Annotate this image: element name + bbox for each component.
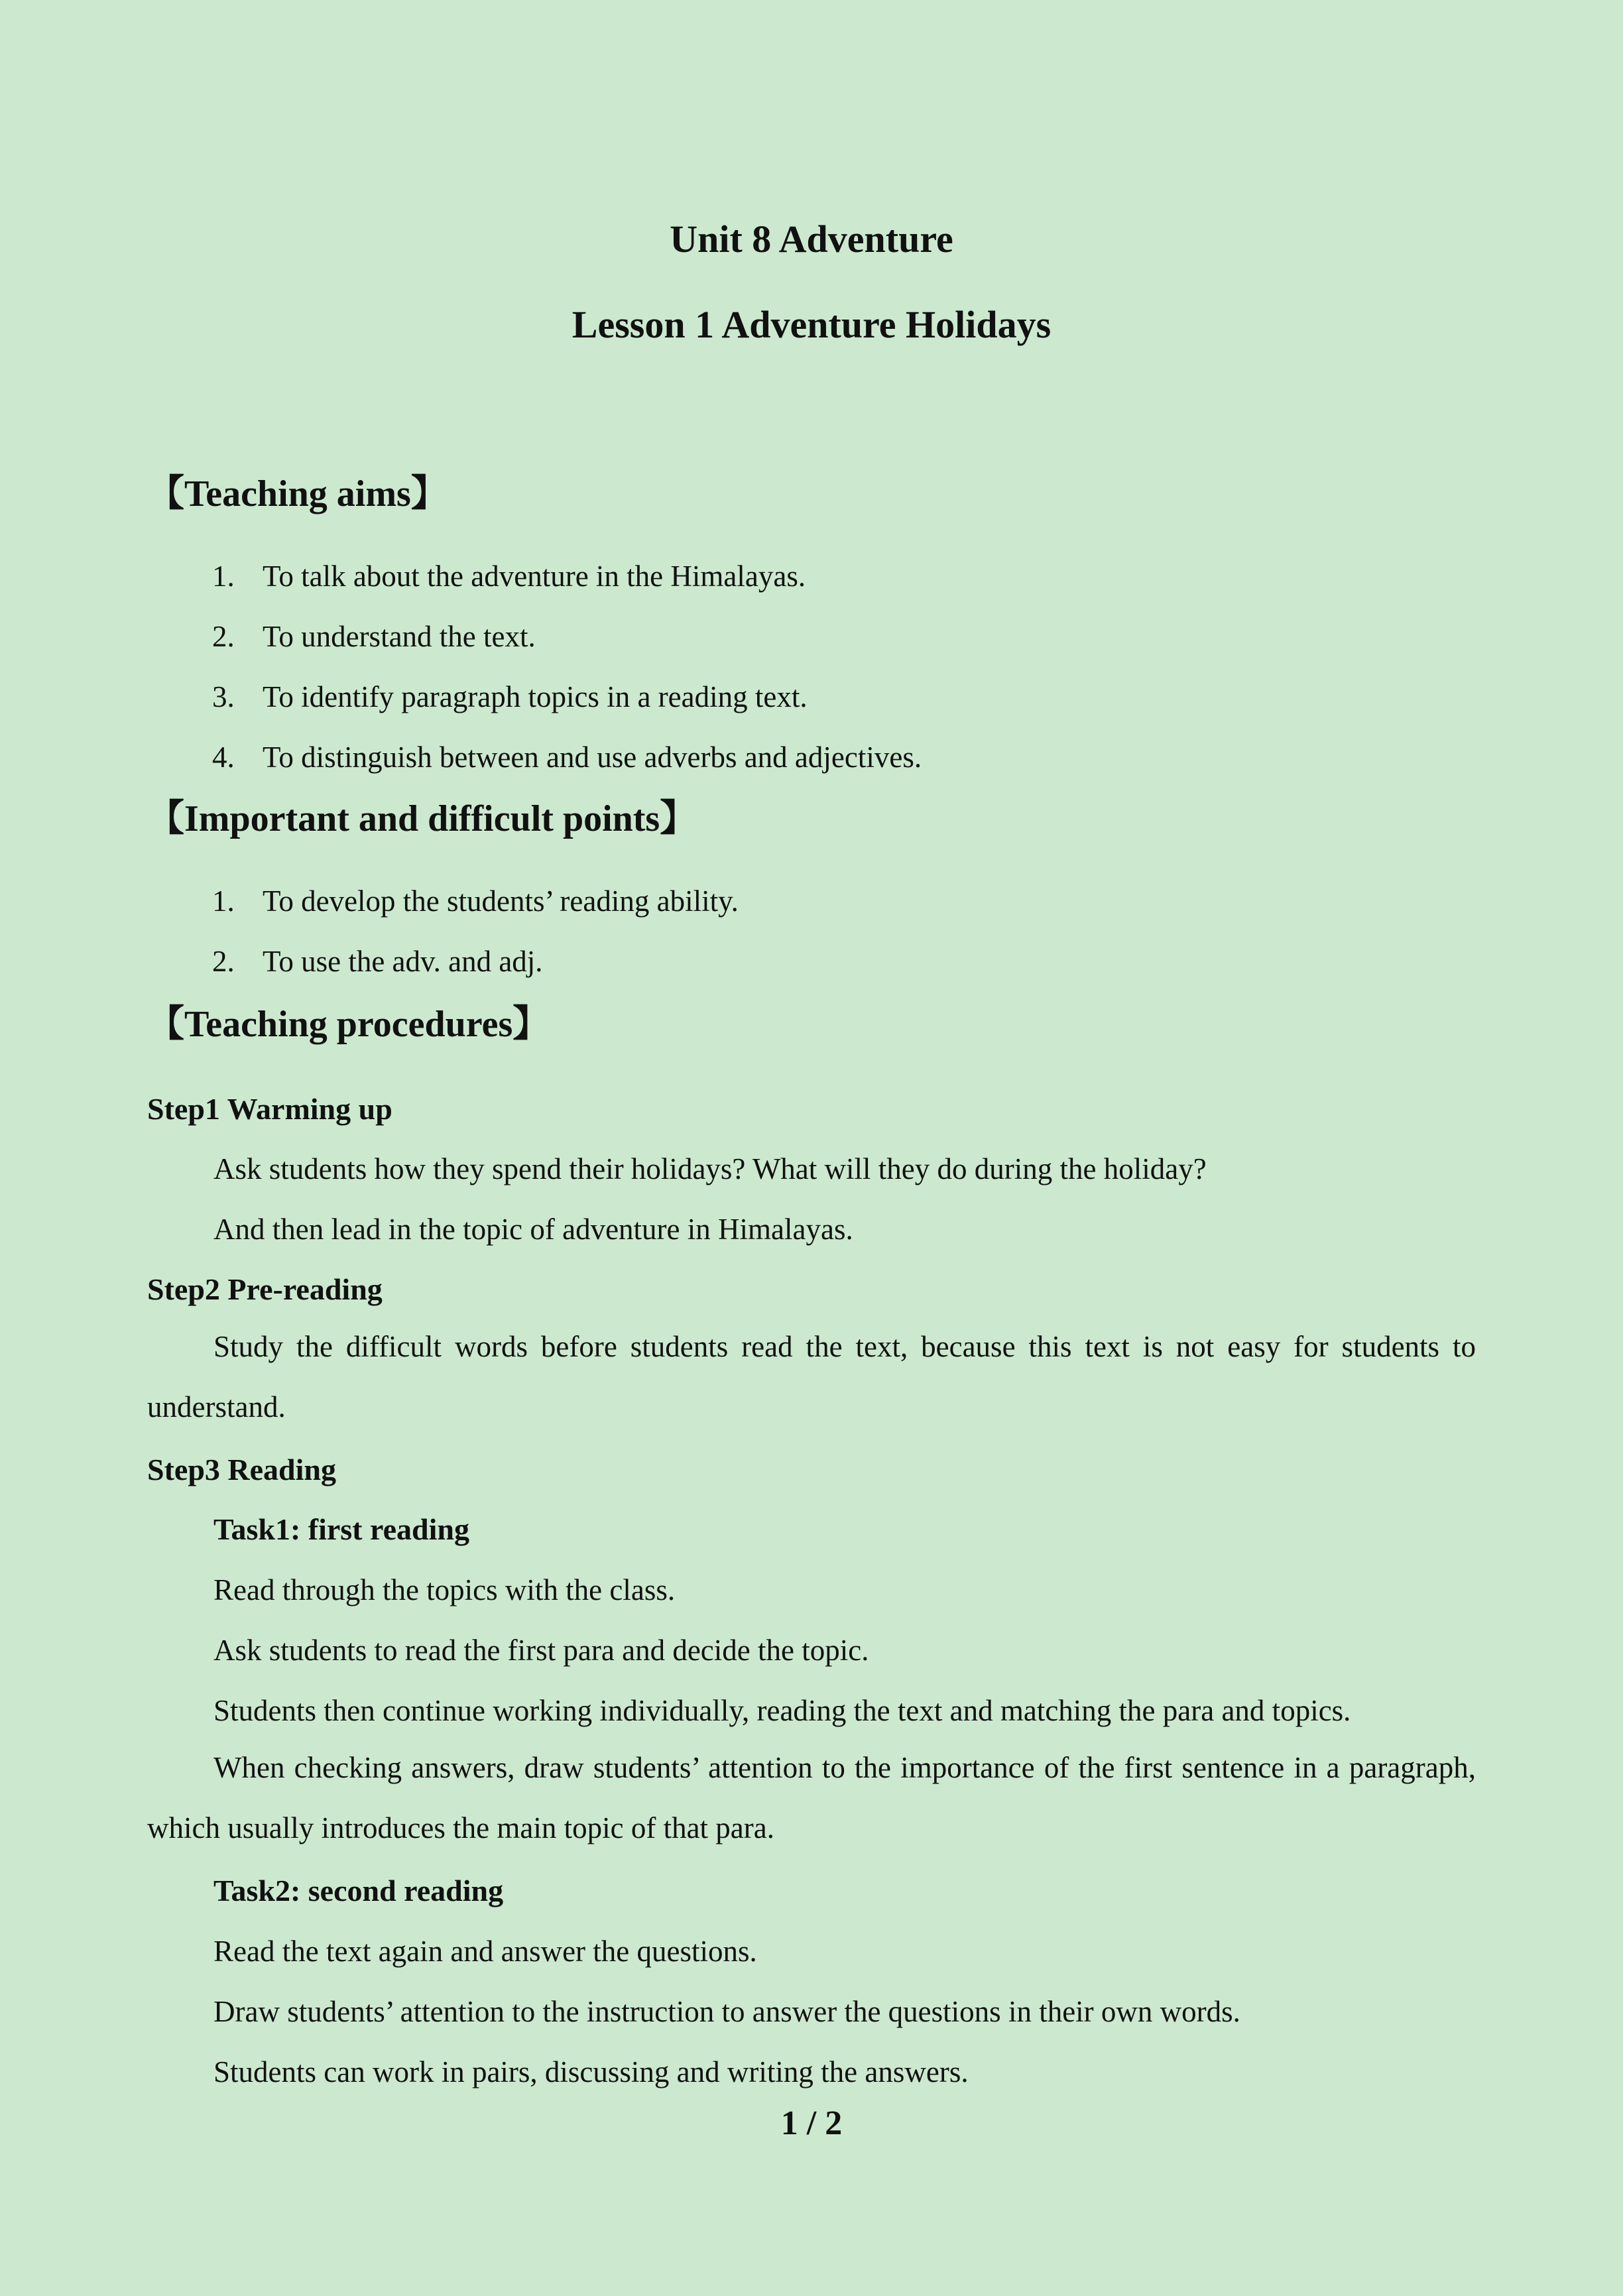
aim-item bbox=[212, 679, 808, 715]
page-number: 1 / 2 bbox=[780, 2104, 843, 2142]
task1-line: Read through the topics with the class. bbox=[213, 1573, 676, 1606]
aim-text: To identify paragraph topics in a reading text. bbox=[263, 680, 808, 713]
point-text: To develop the students’ reading ability. bbox=[263, 884, 739, 918]
step2-title: Step2 Pre-reading bbox=[147, 1272, 383, 1306]
aim-number: 1. bbox=[212, 560, 235, 593]
point-number: 2. bbox=[212, 945, 235, 978]
aim-number: 3. bbox=[212, 680, 235, 713]
aim-text: To understand the text. bbox=[263, 620, 536, 653]
teaching-aims-heading: 【Teaching aims】 bbox=[147, 473, 448, 514]
task2-line: Draw students’ attention to the instruction to answer the questions in their own words. bbox=[213, 1995, 1240, 2028]
point-item bbox=[212, 943, 543, 979]
step1-title: Step1 Warming up bbox=[147, 1092, 392, 1126]
step1-line: And then lead in the topic of adventure in Himalayas. bbox=[213, 1213, 853, 1246]
key-points-heading: 【Important and difficult points】 bbox=[147, 798, 697, 839]
step3-title: Step3 Reading bbox=[147, 1453, 336, 1486]
task2-line: Read the text again and answer the questions. bbox=[213, 1935, 757, 1968]
point-text: To use the adv. and adj. bbox=[263, 945, 543, 978]
aim-number: 4. bbox=[212, 741, 235, 774]
task1-title: Task1: first reading bbox=[213, 1512, 469, 1546]
procedures-heading: 【Teaching procedures】 bbox=[147, 1004, 550, 1045]
unit-title: Unit 8 Adventure bbox=[670, 217, 953, 261]
point-number: 1. bbox=[212, 884, 235, 918]
aim-number: 2. bbox=[212, 620, 235, 653]
task1-paragraph: When checking answers, draw students’ attention to the importance of the first sentence in a paragraph, which usually introduces the main topic of that para. bbox=[147, 1751, 1476, 1844]
point-item bbox=[212, 883, 739, 919]
aim-item bbox=[212, 558, 806, 594]
lesson-title: Lesson 1 Adventure Holidays bbox=[571, 303, 1052, 346]
aim-item bbox=[212, 739, 922, 775]
task1-line: Students then continue working individually, reading the text and matching the para and topics. bbox=[213, 1694, 1351, 1727]
task2-line: Students can work in pairs, discussing and writing the answers. bbox=[213, 2055, 969, 2088]
task1-line: Ask students to read the first para and decide the topic. bbox=[213, 1634, 869, 1667]
aim-text: To distinguish between and use adverbs and adjectives. bbox=[263, 741, 922, 774]
aim-text: To talk about the adventure in the Himalayas. bbox=[263, 560, 806, 593]
task2-title: Task2: second reading bbox=[213, 1874, 504, 1907]
aim-item bbox=[212, 619, 536, 654]
step2-paragraph: Study the difficult words before students read the text, because this text is not easy for students to understand. bbox=[147, 1330, 1476, 1423]
step1-line: Ask students how they spend their holidays? What will they do during the holiday? bbox=[213, 1152, 1207, 1185]
